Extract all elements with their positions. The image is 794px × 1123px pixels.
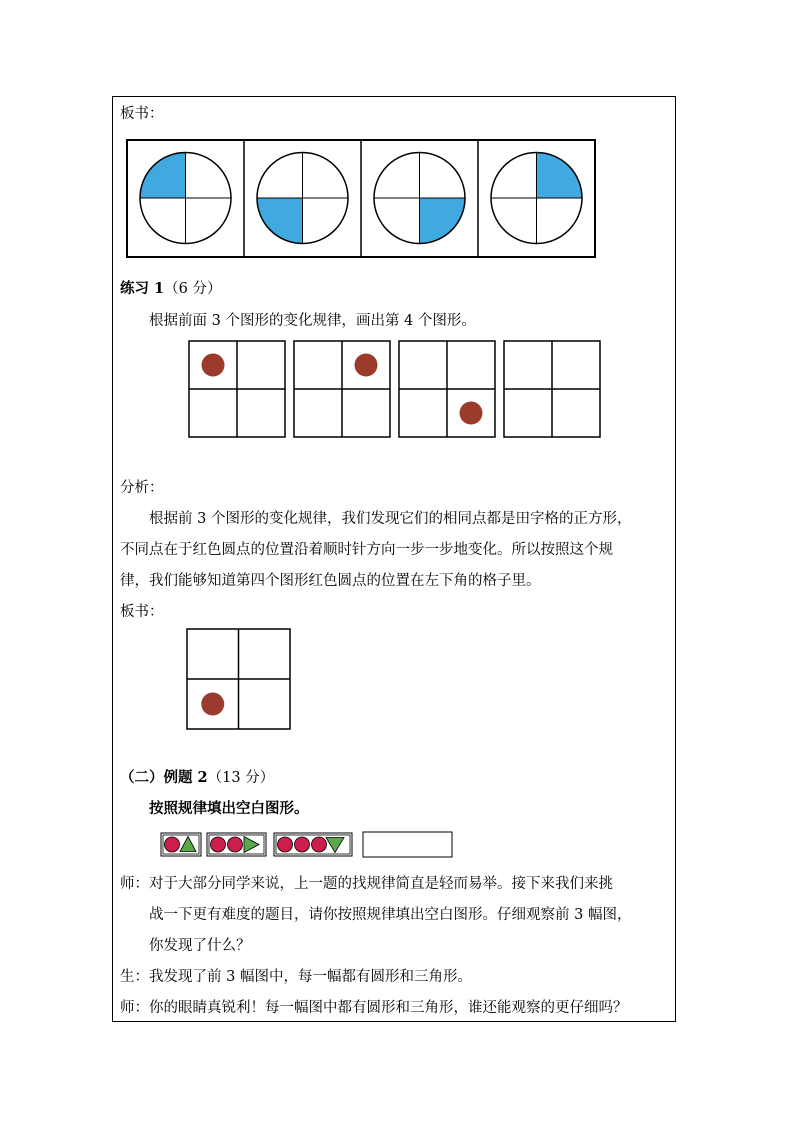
dialogue-line-1: 师：对于大部分同学来说，上一题的找规律简直是轻而易举。接下来我们来挑 <box>120 876 613 892</box>
blank-answer-box <box>363 832 452 857</box>
red-circle <box>312 837 327 852</box>
red-dot <box>355 354 378 377</box>
analysis-line-1: 根据前 3 个图形的变化规律，我们发现它们的相同点都是田字格的正方形， <box>149 511 632 527</box>
red-circle <box>228 837 243 852</box>
red-dot <box>460 402 483 425</box>
exercise1-heading <box>120 279 221 299</box>
example2-score: （13 分） <box>207 770 275 786</box>
red-circle <box>295 837 310 852</box>
board-label-1: 板书： <box>120 106 164 122</box>
analysis-label: 分析： <box>120 480 164 496</box>
red-circle <box>278 837 293 852</box>
grid-dot-figures <box>188 340 602 440</box>
dialogue-line-2: 战一下更有难度的题目，请你按照规律填出空白图形。仔细观察前 3 幅图， <box>149 907 632 923</box>
shape-sequence-figure <box>160 831 456 859</box>
analysis-line-3: 律，我们能够知道第四个图形红色圆点的位置在左下角的格子里。 <box>120 573 541 589</box>
red-dot <box>202 354 225 377</box>
example2-heading <box>120 768 274 788</box>
example2-title: （二）例题 2 <box>120 769 208 786</box>
dialogue-line-3: 你发现了什么？ <box>149 938 251 954</box>
board-label-2: 板书： <box>120 604 164 620</box>
example2-prompt: 按照规律填出空白图形。 <box>149 800 309 817</box>
red-circle <box>165 837 180 852</box>
dialogue-line-5: 师：你的眼睛真锐利！每一幅图中都有圆形和三角形，谁还能观察的更仔细吗？ <box>120 1000 628 1016</box>
dialogue-line-4: 生：我发现了前 3 幅图中，每一幅都有圆形和三角形。 <box>120 969 472 985</box>
exercise1-title: 练习 1 <box>120 280 165 297</box>
red-circle <box>211 837 226 852</box>
exercise1-score: （6 分） <box>164 281 222 297</box>
exercise1-prompt: 根据前面 3 个图形的变化规律，画出第 4 个图形。 <box>149 313 476 329</box>
quarter-circle-figures <box>126 139 596 259</box>
answer-grid-figure <box>186 628 292 730</box>
analysis-line-2: 不同点在于红色圆点的位置沿着顺时针方向一步一步地变化。所以按照这个规 <box>120 542 613 558</box>
red-dot <box>201 693 224 716</box>
